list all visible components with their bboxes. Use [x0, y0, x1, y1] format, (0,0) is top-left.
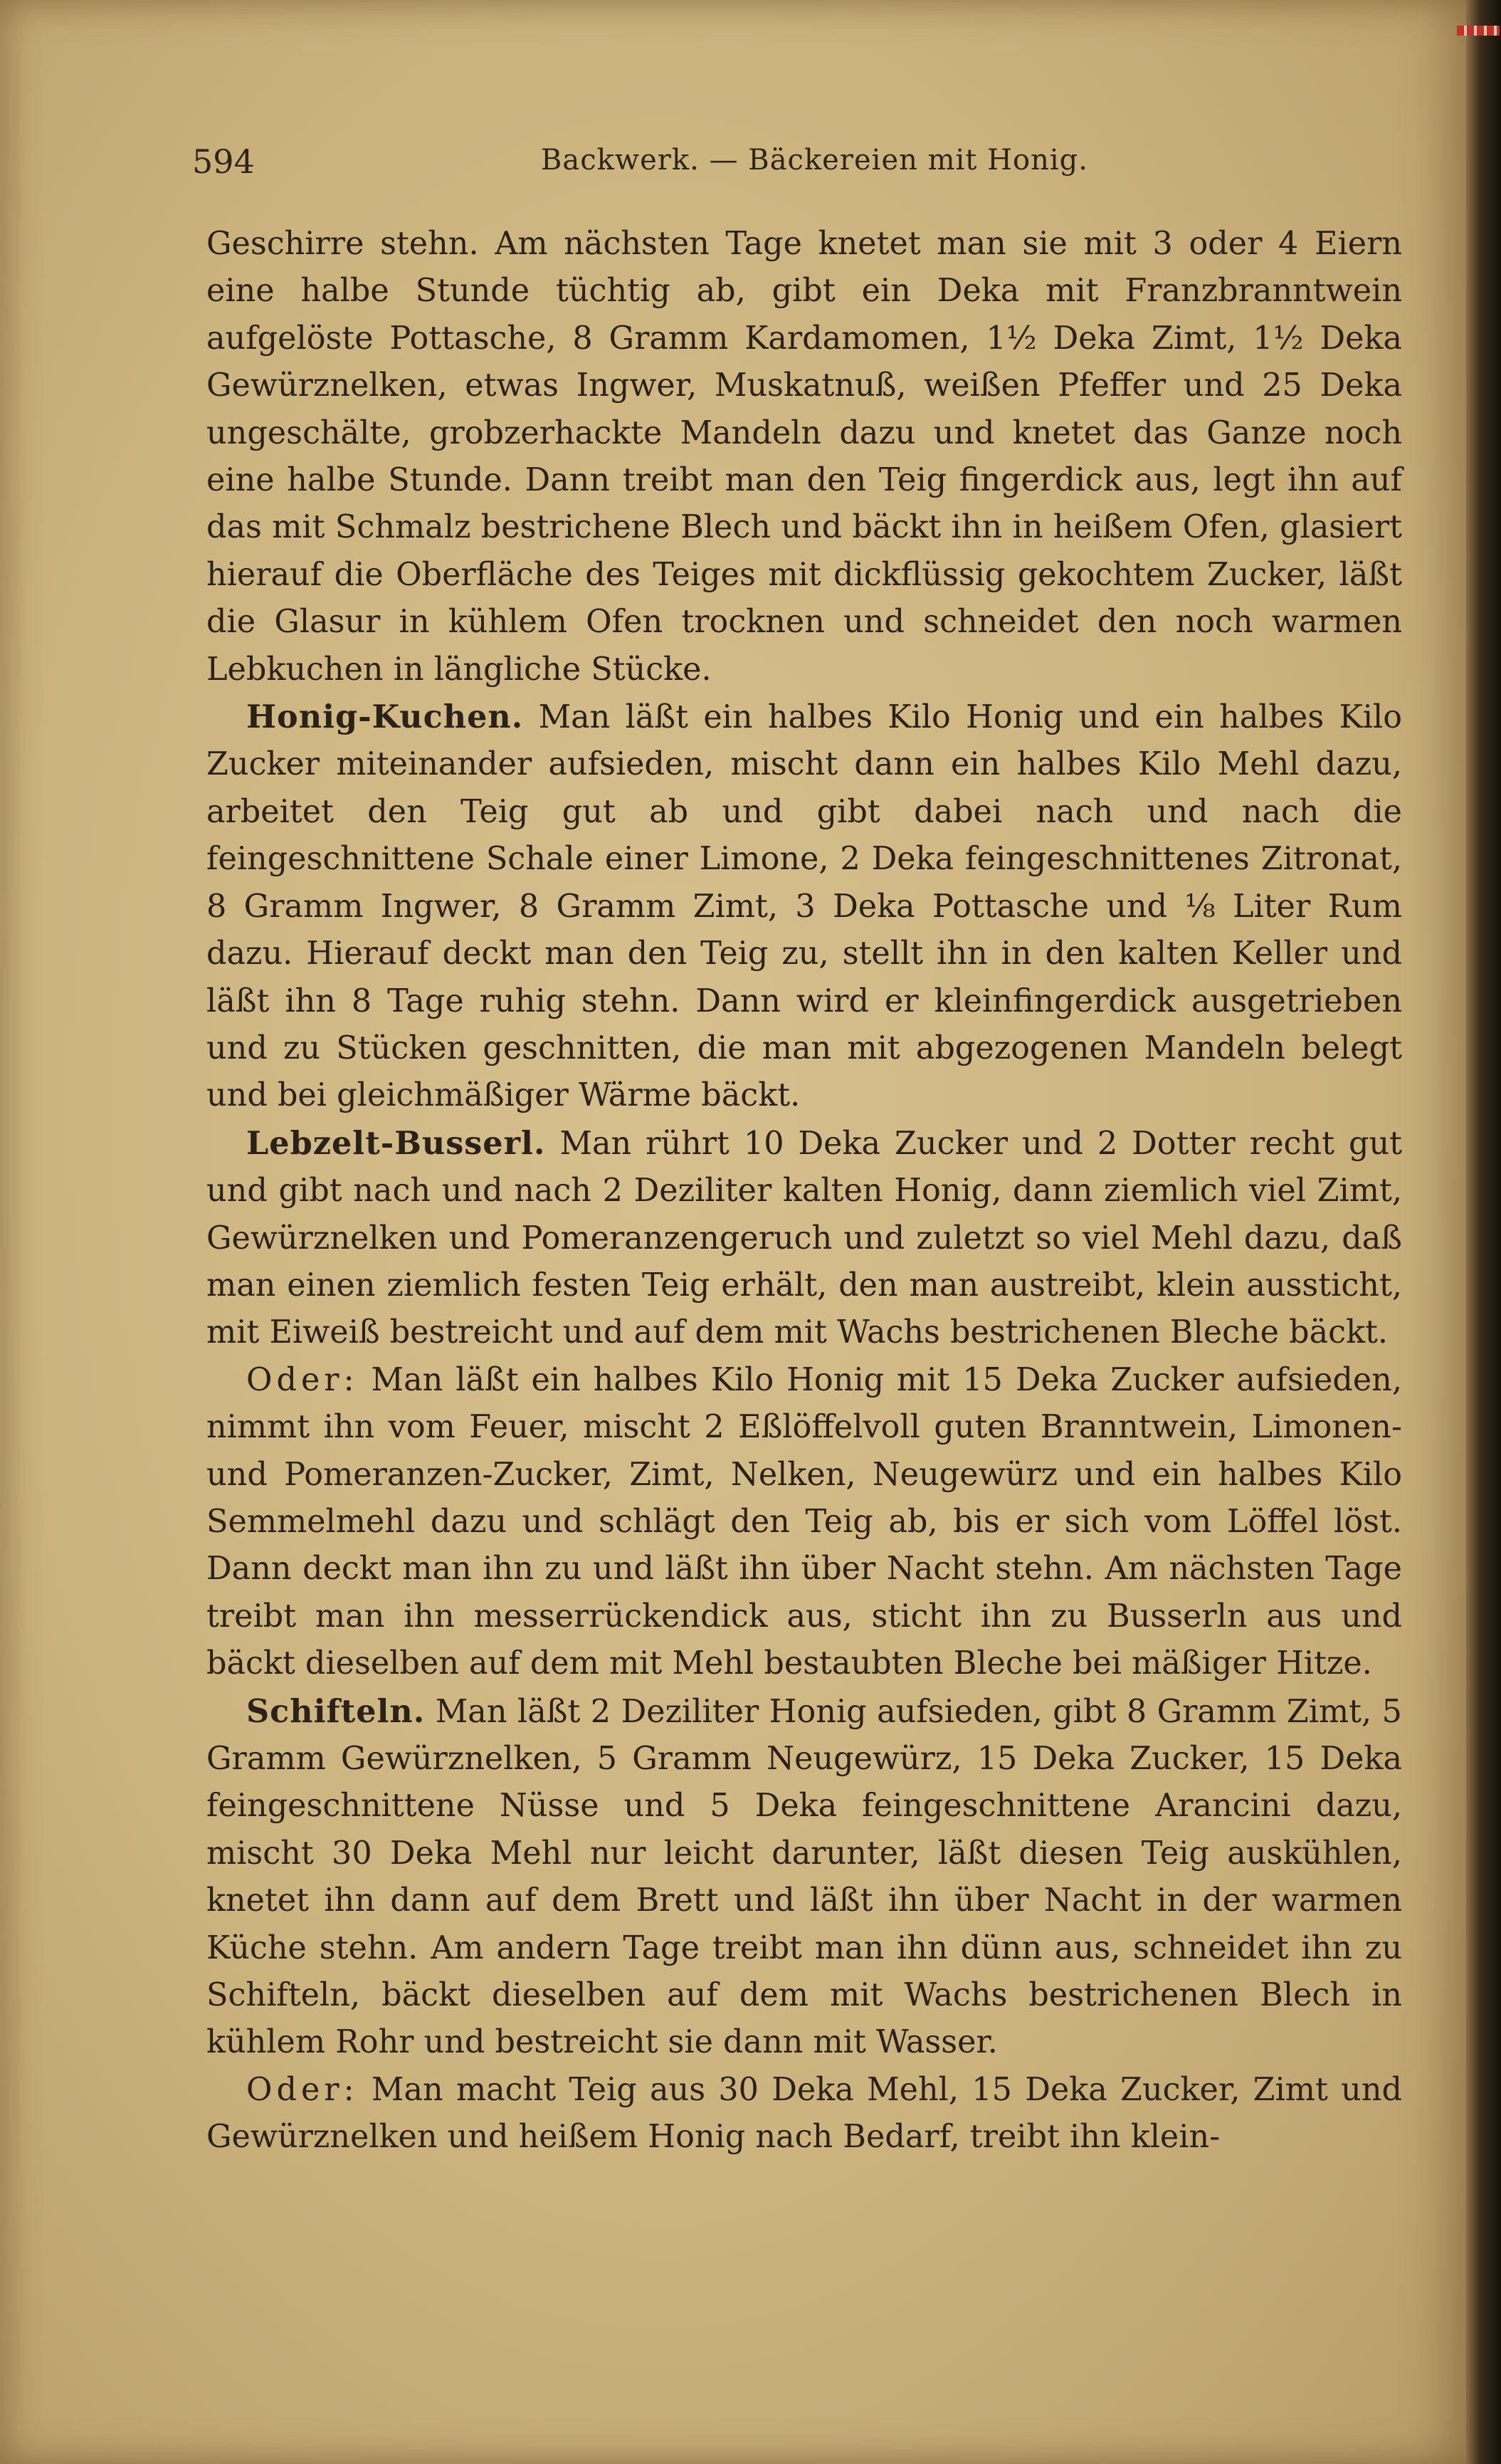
variant-text-2: Man macht Teig aus 30 Deka Mehl, 15 Deka Zucker, Zimt und Gewürznelken und heißem Honig nach Bedarf, treibt ihn klein-: [206, 2071, 1402, 2156]
recipe-heading-schifteln: Schifteln.: [246, 1692, 426, 1730]
variant-paragraph-1: [206, 1357, 1402, 1688]
recipe-heading-lebzelt-busserl: Lebzelt-Busserl.: [246, 1124, 546, 1162]
page-header: [192, 137, 1402, 194]
variant-label-2: Oder:: [246, 2071, 359, 2108]
intro-paragraph: Geschirre stehn. Am nächsten Tage knetet man sie mit 3 oder 4 Eiern eine halbe Stunde tüchtig ab, gibt ein Deka mit Franzbranntwein aufgelöste Pottasche, 8 Gramm Kardamomen, 1½ Deka Zimt, 1½ Deka Gewürznelken, etwas Ingwer, Muskatnuß, weißen Pfeffer und 25 Deka ungeschälte, grobzerhackte Mandeln dazu und knetet das Ganze noch eine halbe Stunde. Dann treibt man den Teig fingerdick aus, legt ihn auf das mit Schmalz bestrichene Blech und bäckt ihn in heißem Ofen, glasiert hierauf die Oberfläche des Teiges mit dickflüssig gekochtem Zucker, läßt die Glasur in kühlem Ofen trocknen und schneidet den noch warmen Lebkuchen in längliche Stücke.: [206, 226, 1402, 688]
recipe-schifteln: [206, 1688, 1402, 2067]
recipe-lebzelt-busserl: [206, 1120, 1402, 1357]
variant-paragraph-2: [206, 2067, 1402, 2161]
recipe-text-schifteln: Man läßt 2 Deziliter Honig aufsieden, gibt 8 Gramm Zimt, 5 Gramm Gewürznelken, 5 Gramm Neugewürz, 15 Deka Zucker, 15 Deka feingeschnittene Nüsse und 5 Deka feingeschnittene Arancini dazu, mischt 30 Deka Mehl nur leicht darunter, läßt diesen Teig auskühlen, knetet ihn dann auf dem Brett und läßt ihn über Nacht in der warmen Küche stehn. Am andern Tage treibt man ihn dünn aus, schneidet ihn zu Schifteln, bäckt dieselben auf dem mit Wachs bestrichenen Blech in kühlem Rohr und bestreicht sie dann mit Wasser.: [206, 1693, 1402, 2061]
running-title: Backwerk. — Bäckereien mit Honig.: [541, 144, 1088, 177]
recipe-text-lebzelt-busserl: Man rührt 10 Deka Zucker und 2 Dotter recht gut und gibt nach und nach 2 Deziliter kalten Honig, dann ziemlich viel Zimt, Gewürznelken und Pomeranzengeruch und zuletzt so viel Mehl dazu, daß man einen ziemlich festen Teig erhält, den man austreibt, klein aussticht, mit Eiweiß bestreicht und auf dem mit Wachs bestrichenen Bleche bäckt.: [206, 1125, 1402, 1351]
variant-label-1: Oder:: [246, 1361, 359, 1398]
recipe-heading-honig-kuchen: Honig-Kuchen.: [246, 698, 524, 736]
page-number: 594: [192, 142, 255, 181]
page-text: [206, 221, 1402, 2161]
page-edge-marker: [1457, 26, 1500, 36]
recipe-text-honig-kuchen: Man läßt ein halbes Kilo Honig und ein halbes Kilo Zucker miteinander aufsieden, mischt dann ein halbes Kilo Mehl dazu, arbeitet den Teig gut ab und gibt dabei nach und nach die feingeschnittene Schale einer Limone, 2 Deka feingeschnittenes Zitronat, 8 Gramm Ingwer, 8 Gramm Zimt, 3 Deka Pottasche und ⅛ Liter Rum dazu. Hierauf deckt man den Teig zu, stellt ihn in den kalten Keller und läßt ihn 8 Tage ruhig stehn. Dann wird er kleinfingerdick ausgetrieben und zu Stücken geschnitten, die man mit abgezogenen Mandeln belegt und bei gleichmäßiger Wärme bäckt.: [206, 699, 1402, 1114]
variant-text-1: Man läßt ein halbes Kilo Honig mit 15 Deka Zucker aufsieden, nimmt ihn vom Feuer, mischt 2 Eßlöffelvoll guten Branntwein, Limonen- und Pomeranzen-Zucker, Zimt, Nelken, Neugewürz und ein halbes Kilo Semmelmehl dazu und schlägt den Teig ab, bis er sich vom Löffel löst. Dann deckt man ihn zu und läßt ihn über Nacht stehn. Am nächsten Tage treibt man ihn messerrückendick aus, sticht ihn zu Busserln aus und bäckt dieselben auf dem mit Mehl bestaubten Bleche bei mäßiger Hitze.: [206, 1361, 1402, 1682]
book-spine-edge: [1466, 0, 1501, 2464]
recipe-honig-kuchen: [206, 693, 1402, 1120]
